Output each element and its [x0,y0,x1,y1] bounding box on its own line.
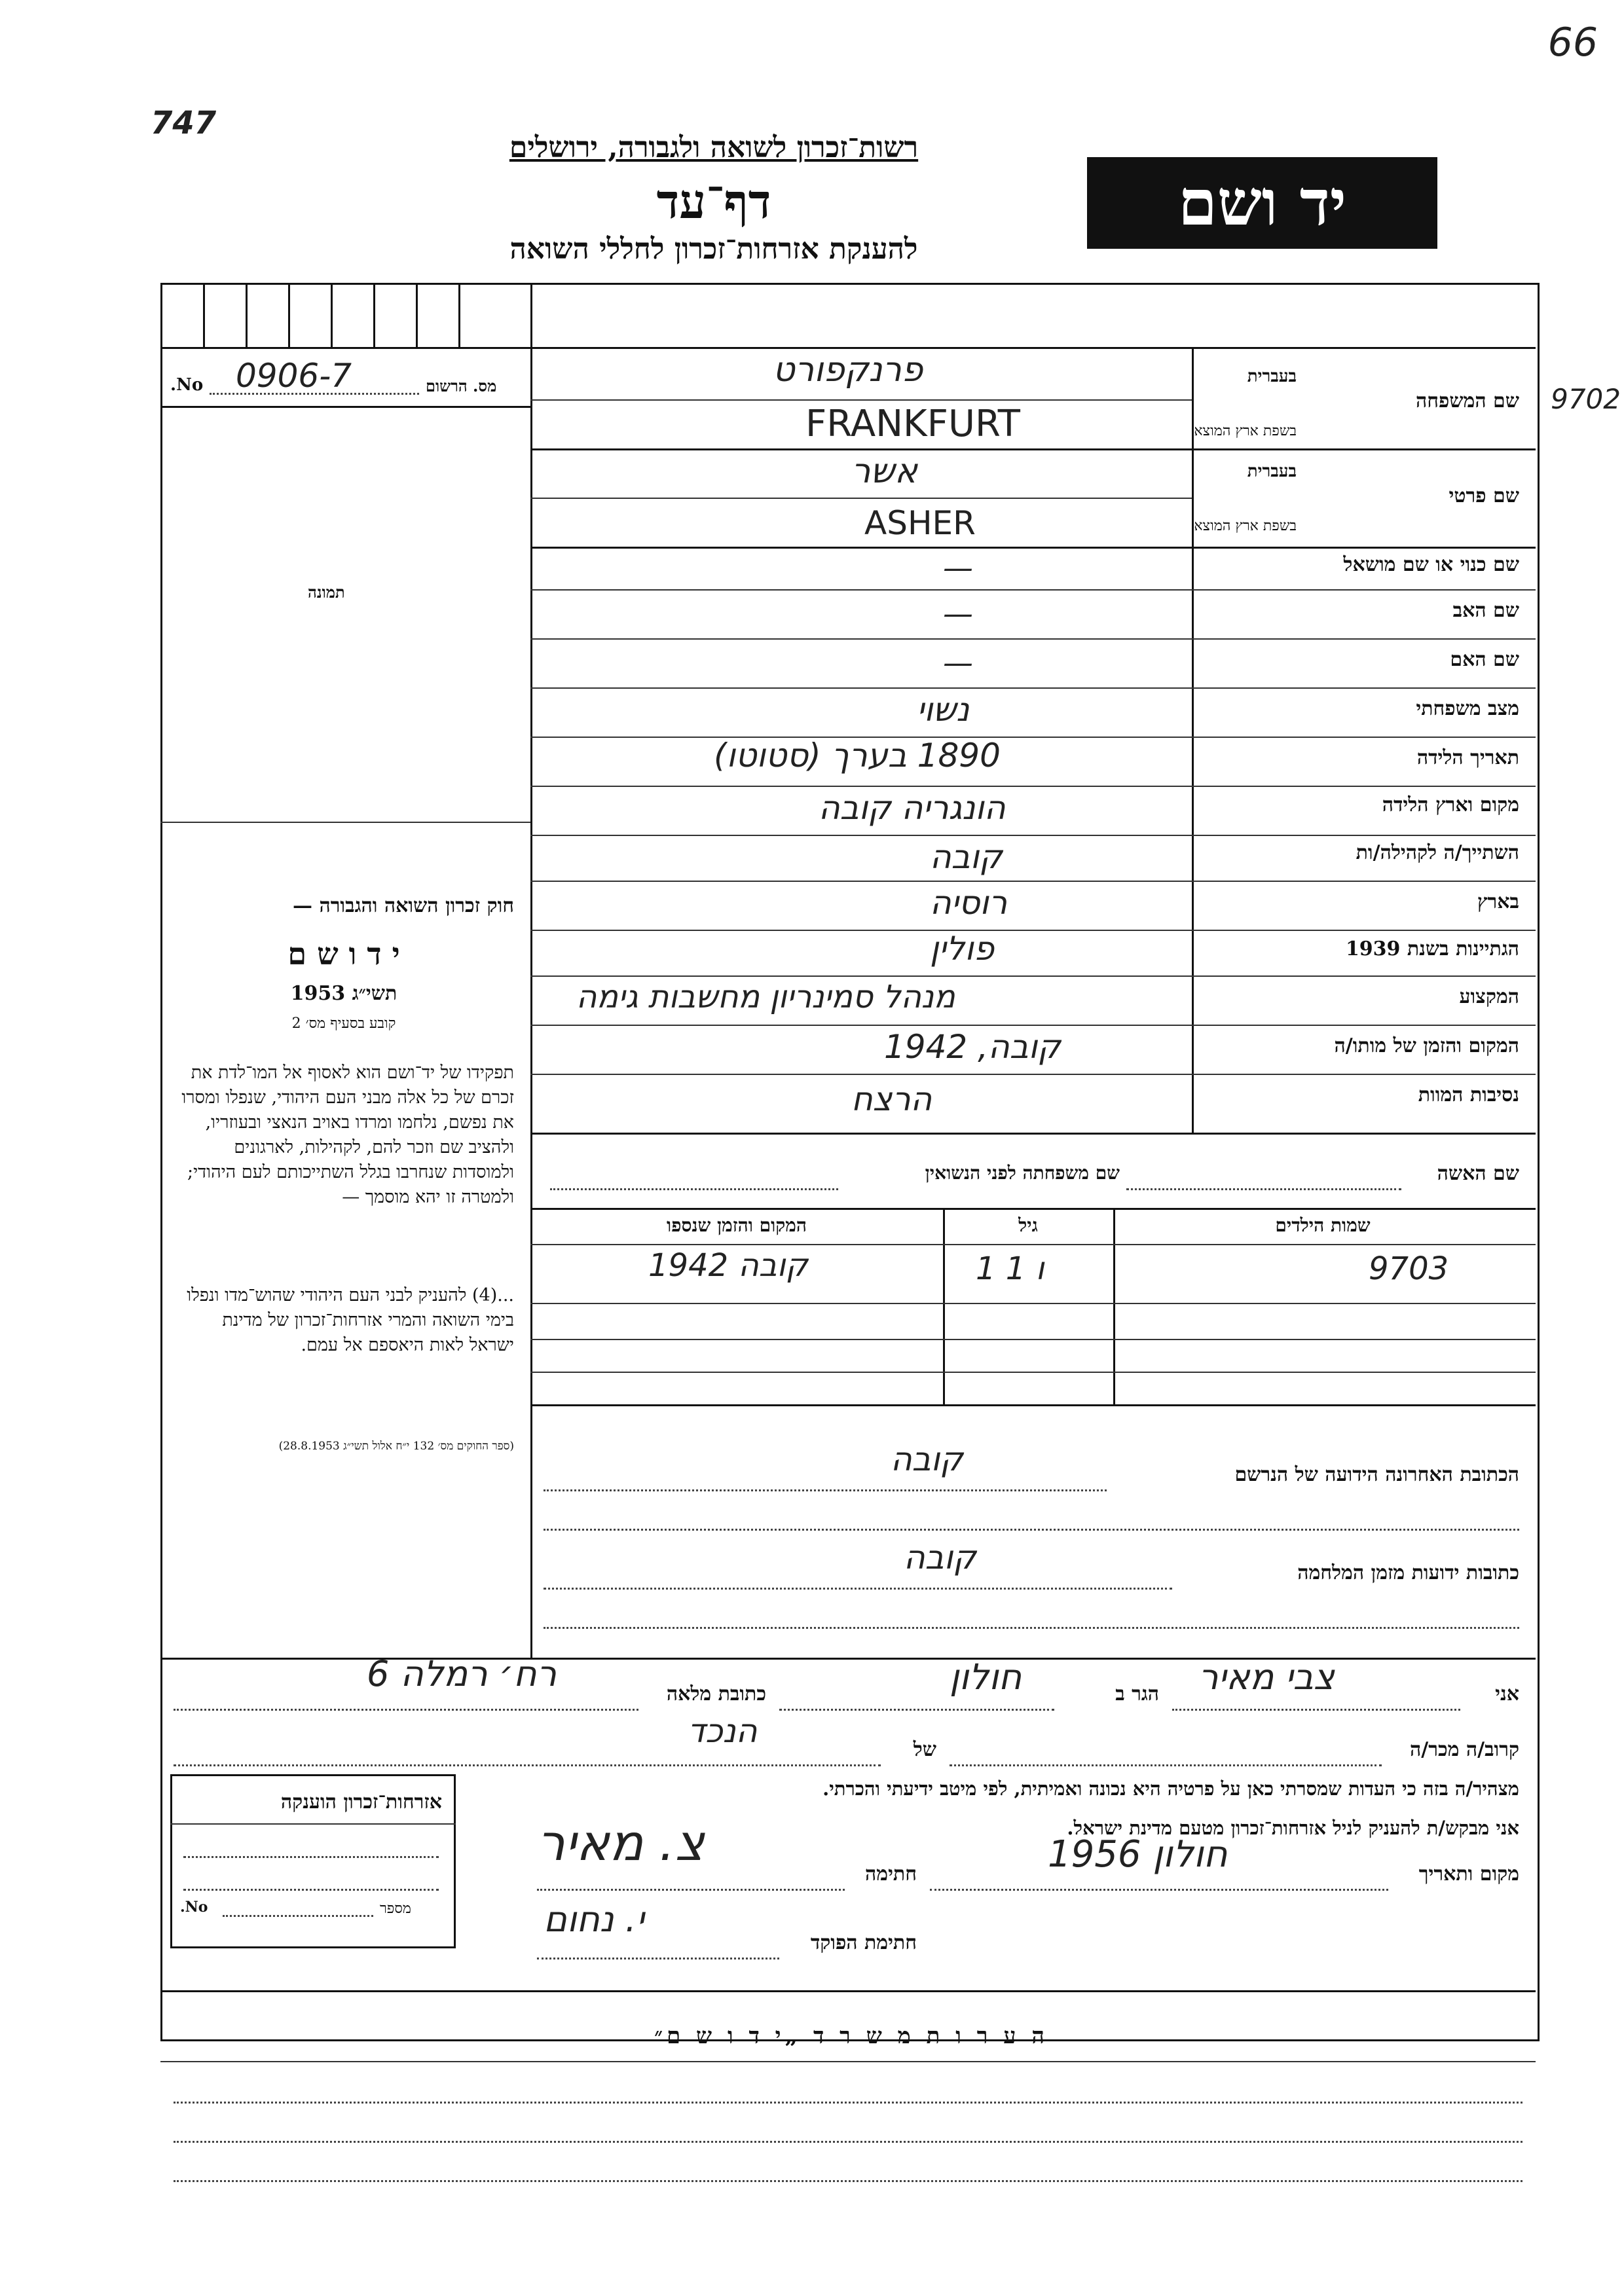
officer-label: חתימת הפוקד [810,1931,917,1954]
death-cause-value: הרצח [851,1080,932,1118]
law-year: תשי״ג 1953 [290,982,397,1005]
death-place-time-value: קובה, 1942 [884,1028,1061,1066]
country-value: רוסיה [930,884,1008,922]
resides-label: הגר ב [1115,1683,1159,1705]
place-date-value: חולון 1956 [1048,1833,1228,1876]
wife-maiden-label: שם משפחתה לפני הנשואין [925,1162,1120,1184]
family-name-hebrew: פרנקפורט [773,350,923,390]
war-address-label: כתובות ידועות מזמן המלחמה [1297,1561,1519,1584]
no-label: No. [170,375,204,395]
first-name-label: שם פרטי [1449,484,1519,507]
address-value: רח׳ רמלה 6 [367,1653,557,1694]
mother-label: שם האם [1450,648,1519,671]
marital-status-value: נשוי [917,691,970,729]
citizenship-no-label: No. [180,1899,208,1916]
children-place-time-header: המקום והזמן שנספו [667,1214,807,1236]
occupation-value: מנהל סמינריון מחשבות גימה [576,979,955,1015]
citizenship-box-title: אזרחות־זכרון הוענקה [280,1791,442,1813]
page-number: 66 [1547,20,1598,65]
relative-label: קרוב/ה מכר/ה [1410,1738,1519,1761]
last-address-value: קובה [891,1440,963,1478]
top-left-number: 747 [151,105,217,141]
photo-label: תמונה [308,583,345,602]
residence-1939-value: פולין [930,930,995,968]
registration-number: 0906-7 [236,357,352,395]
first-name-heb-label: בעברית [1247,462,1297,481]
resides-value: חולון [950,1656,1022,1698]
father-label: שם האב [1452,599,1519,622]
authority-name: רשות־זכרון לשואה ולגבורה, ירושלים [509,131,919,164]
place-date-label: מקום ותאריך [1418,1863,1519,1886]
law-title: חוק זכרון השואה והגבורה — [293,894,514,917]
wife-label: שם האשה [1437,1162,1519,1185]
family-name-heb-label: בעברית [1247,367,1297,386]
first-name-orig-label: בשפת ארץ המוצא [1194,518,1297,534]
birth-date-value: (סטוטו) 1890 בערך [714,737,1001,774]
office-remarks-title: ה ע ר ו ת מ ש ר ד „י ד ו ש ם״ [654,2023,1048,2049]
reg-label: מס. הרשום [426,376,497,395]
page-title: דף־עד [656,173,771,229]
birth-place-label: מקום וארץ הלידה [1382,793,1519,816]
law-text-1: תפקידו של יד־ושם הוא לאסוף אל המו־לדת את זכרם של כל אלה מבני העם היהודי, שנפלו ומסרו את נפשם, נלחמו ומרדו באויב הנאצי ובעוזריו, ולהציב שם וזכר להם, לקהילות, לארגונים ולמוסדות שנחרבו בגלל השתייכותם לעם היהודי; ולמטרה זו יהא מוסמך — [181,1063,514,1207]
of-label: של [913,1738,936,1761]
occupation-label: המקצוע [1459,985,1519,1008]
death-cause-label: נסיבות המוות [1418,1084,1519,1106]
witness-name: צבי מאיר [1198,1656,1335,1698]
law-text-2: ...(4) להעניק לבני העם היהודי שהוש־מדו ונפלו בימי השואה והמרי אזרחות־זכרון של מדינת ישראל לאות היאספם אל עמם. [187,1285,514,1355]
law-clause: קובע בסעיף מס׳ 2 [291,1015,396,1032]
first-name-hebrew: אשר [851,452,917,491]
child-place-time: קובה 1942 [648,1247,808,1284]
law-name: י ד ו ש ם [287,936,400,972]
death-place-time-label: המקום והזמן של מותו/ה [1334,1034,1519,1057]
relative-value: הנכד [688,1712,758,1750]
war-address-value: קובה [904,1539,976,1576]
officer-signature: י. נחום [544,1899,644,1940]
family-name-orig-label: בשפת ארץ המוצא [1194,423,1297,439]
birth-date-label: תאריך הלידה [1416,746,1519,769]
side-number: 9702 [1551,383,1621,415]
father-value: — [943,596,973,631]
child-age: 1 ו 1 [976,1250,1044,1287]
community-label: השתייך/ה לקהילה/ות [1356,841,1519,864]
yad-vashem-logo: יד ושם [1087,157,1437,249]
children-names-header: שמות הילדים [1275,1214,1371,1236]
country-label: בארץ [1477,890,1519,913]
address-label: כתובת מלאה [666,1683,766,1705]
community-value: קובה [930,838,1003,876]
birth-place-value: הונגריה קובה [819,789,1006,827]
page-subtitle: להענקת אזרחות־זכרון לחללי השואה [509,232,918,266]
marital-status-label: מצב משפחתי [1416,697,1519,720]
signature-label: חתימה [865,1863,917,1886]
first-name-original: ASHER [864,504,976,542]
citizenship-number-label: מספר [380,1901,411,1917]
witness-i-label: אני [1495,1683,1519,1705]
declaration-text: מצהיר/ה בזה כי העדות שמסרתי כאן על פרטיה היא נכונה ואמיתית, לפי מיטב ידיעתי והכרתי. [822,1777,1519,1800]
nickname-label: שם כנוי או שם מושאל [1343,553,1519,576]
residence-1939-label: הגתיינות בשנת 1939 [1345,938,1519,960]
family-name-label: שם המשפחה [1415,390,1519,412]
nickname-value: — [943,550,973,585]
witness-signature: צ. מאיר [537,1813,705,1872]
child-name: 9703 [1369,1250,1449,1287]
mother-value: — [943,645,973,680]
family-name-original: FRANKFURT [805,403,1021,445]
children-age-header: גיל [1018,1214,1038,1236]
last-address-label: הכתובת האחרונה הידועה של הנרשם [1234,1463,1519,1486]
request-text: אני מבקש/ת להעניק לניל אזרחות־זכרון מטעם מדינת ישראל. [1067,1817,1519,1839]
law-reference: (ספר החוקים מס׳ 132 י״ח אלול תשי״ג 28.8.1953) [278,1440,514,1453]
